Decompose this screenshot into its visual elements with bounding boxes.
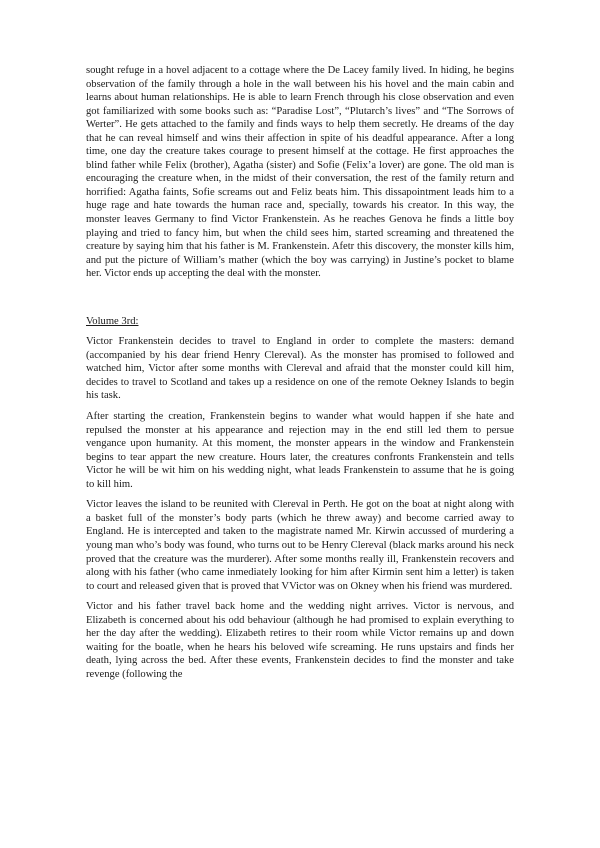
body-paragraph: Victor and his father travel back home and the wedding night arrives. Victor is nervous, and Elizabeth is concerned about his odd behaviour (although he had promised to explain everything to her the day after the wedding). Elizabeth retires to their room while Victor remains up and down waiting for the boatle, when he hears his beloved wife screaming. He runs upstairs and finds her death, lying across the bed. After these events, Frankenstein decides to find the monster and take revenge (following the [86,601,514,680]
section-spacer [86,281,514,315]
intro-paragraph: sought refuge in a hovel adjacent to a cottage where the De Lacey family lived. In hiding, he begins observation of the family through a hole in the wall between his his hovel and the main cabin and learns about human relationships. He is able to learn French through his close observation and even got familiarized with some books such as: “Paradise Lost”, “Plutarch’s lives” and “The Sorrows of Werter”. He gets attached to the family and finds ways to help them secretly. He dreams of the day that he can reveal himself and wins their affection in spite of his deadful appearance. After a long time, one day the creature takes courage to present himself at the cottage. He first approaches the blind father while Felix (brother), Agatha (sister) and Sofie (Felix’a lover) are gone. The old man is encouraging the creature when, in the midst of their conversation, the rest of the family return and horrified: Agatha faints, Sofie screams out and Feliz beats him. This dissapointment leads him to a huge rage and hate towards the human race and, specially, towards his creator. In this way, the monster leaves Germany to find Victor Frankenstein. As he reaches Genova he finds a little boy playing and tried to fancy him, but when the child sees him, started screaming and threatened the creature by saying him that his father is M. Frankenstein. Afetr this discovery, the monster kills him, and put the picture of William’s mather (which the boy was carrying) in Justine’s pocket to blame her. Victor ends up accepting the deal with the monster. [86,65,514,280]
section-heading: Volume 3rd: [86,315,139,327]
body-paragraph: Victor leaves the island to be reunited with Clereval in Perth. He got on the boat at night along with a basket full of the monster’s body parts (which he threw away) and become carried away to England. He is intercepted and taken to the magistrate named Mr. Kirwin accussed of murdering a young man who’s body was found, who turns out to be Henry Clereval (black marks around his neck proved that the creature was the murderer). After some months really ill, Frankenstein recovers and along with his father (who came inmediately looking for him after Kirmin sent him a letter) is taken to court and released given that is proved that VVictor was on Okney when his friend was murdered. [86,499,514,592]
body-paragraph: After starting the creation, Frankenstein begins to wander what would happen if she hate and repulsed the monster at his appearance and rejection may in the end still led them to persue vengance upon humanity. At this moment, the monster appears in the window and Frankenstein begins to tear appart the new creature. Hours later, the creatures confronts Frankenstein and tells Victor he will be wit him on his wedding night, what leads Frankenstein to assume that he is going to kill him. [86,411,514,490]
document-page [86,64,514,688]
body-paragraph: Victor Frankenstein decides to travel to England in order to complete the masters: demand (accompanied by his dear friend Henry Clereval). As the monster has promised to followed and watched him, Victor after some months with Clereval and afraid that the monster could kill him, decides to travel to Scotland and takes up a residence on one of the remote Oekney Islands to begin his task. [86,336,514,402]
